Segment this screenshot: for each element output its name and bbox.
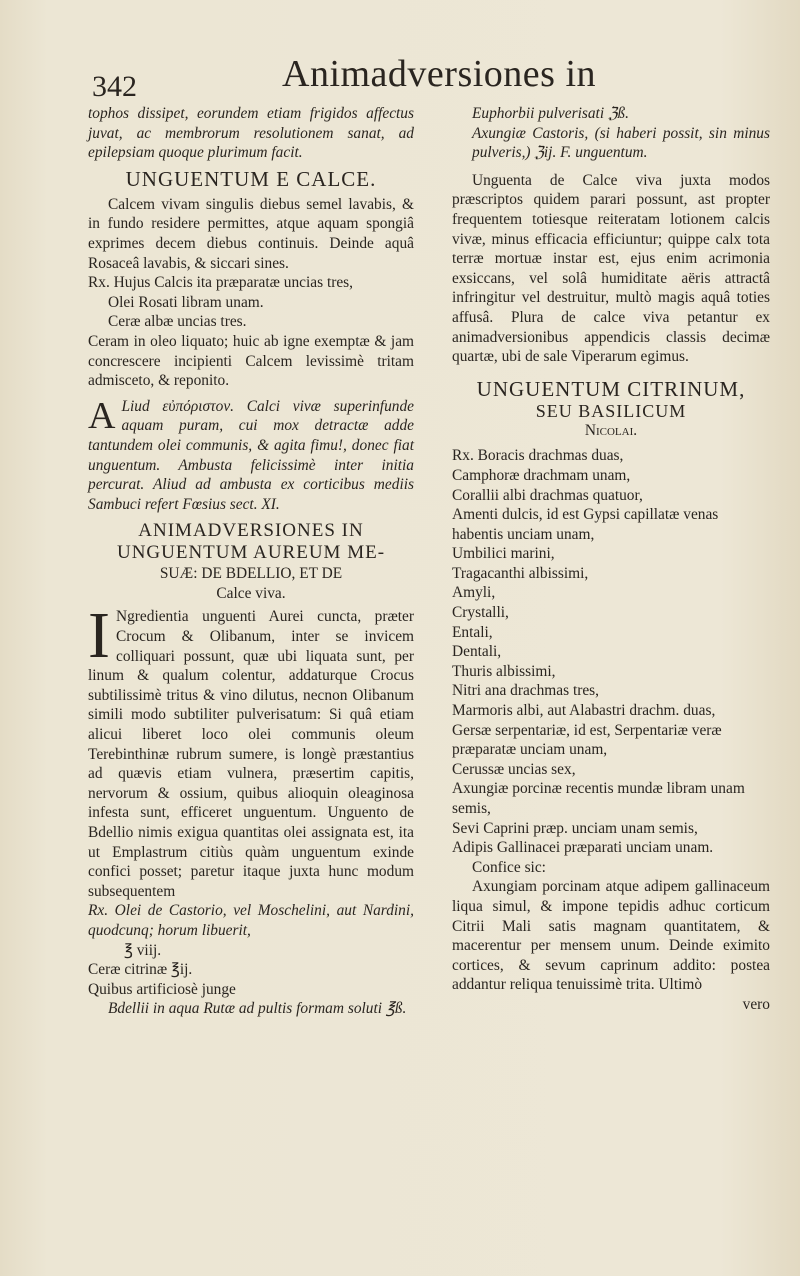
paragraph: Liud εὐπόριστον. Calci vivæ superinfunde aquam puram, cui mox detractæ adde tantundem olei communis, & agita fimu!, donec fiat unguentum. Ambusta felicissimè inter initia percurat. Aliud ad ambusta ex corticibus mediis Sambuci refert Fœsius sect. XI. <box>88 397 414 513</box>
paragraph: Ngredientia unguenti Aurei cuncta, præter Crocum & Olibanum, inter se invicem colliquari possunt, quæ ubi liquata sunt, per linum & qualum colentur, addaturque Crocus subtilissimè tritus & vino dilutus, necnon Olibanum simili modo subtiliter pulverisatum: Si quâ etiam alicui liberet loco olei communis oleum Terebinthinæ rubrum sumere, is longè præstantius ad quævis etiam vulnera, præsertim capitis, nervorum & ossium, quibus alioquin oleaginosa infesta sunt, efficeret unguentum. Unguento de Bdellio nimis exigua quantitas olei assignata est, ita ut Emplastrum citiùs quàm unguentum exinde confici posset; paretur itaque juxta hunc modum subsequentem <box>88 608 414 900</box>
heading-line: Nicolai. <box>584 421 638 439</box>
list-item: Sevi Caprini præp. unciam unam semis, <box>452 819 698 837</box>
drop-cap: A <box>88 394 116 437</box>
list-item: Adipis Gallinacei præparati unciam unam. <box>452 839 714 857</box>
paragraph: Axungiam porcinam atque adipem gallinaceum liqua simul, & impone tepidis adhuc corticum Citrii Mali satis magnam quantitatem, & macerentur per mensem unum. Deinde eximito cortices, & sevum caprinum addito: postea addantur reliqua tenuissimè trita. Ultimò <box>452 878 770 994</box>
paragraph: Ceram in oleo liquato; huic ab igne exemptæ & jam concrescere incipienti Calcem levissimè tritam admisceto, & reponito. <box>88 332 414 390</box>
paragraph: Confice sic: <box>472 858 546 876</box>
list-item: Crystalli, <box>452 604 509 622</box>
intro-paragraph: tophos dissipet, eorundem etiam frigidos affectus juvat, ac membrorum resolutionem sanat, ad epilepsiam quoque plurimum facit. <box>88 105 414 162</box>
heading-line: SUÆ: DE BDELLIO, ET DE <box>159 565 343 583</box>
left-column <box>88 104 414 1019</box>
list-item: Tragacanthi albissimi, <box>452 564 589 582</box>
paragraph: Calcem vivam singulis diebus semel lavabis, & in fundo residere permittes, atque aquam spongiâ exprimes decem diebus continuis. Deinde aquâ Rosaceâ lavabis, & siccari sines. <box>88 195 414 272</box>
recipe-line: Olei Rosati libram unam. <box>108 293 264 311</box>
paragraph: Quibus artificiosè junge <box>88 980 236 998</box>
paragraph: Unguenta de Calce viva juxta modos præscriptos quidem parari possunt, ast propter frequentem totiesque reiteratam lotionem calcis vivæ, minus efficacia efficiuntur; quippe calx tota terræ mortuæ instar est, ejus enim acrimonia exsiccans, vel solâ humiditate aëris attractâ infringitur vel destruitur, multò magis aquâ toties affusâ. Plura de calce viva petantur ex animadversionibus appendicis classis decimæ quartæ, ubi de sale Viperarum egimus. <box>452 171 770 366</box>
heading-unguentum-citrinum: UNGUENTUM CITRINUM, <box>476 376 746 401</box>
page-number: 342 <box>92 70 137 103</box>
recipe-line: Bdellii in aqua Rutæ ad pultis formam soluti ℥ß. <box>108 1000 407 1018</box>
list-item: Umbilici marini, <box>452 545 555 563</box>
list-item: Amyli, <box>452 584 496 602</box>
recipe-line: Rx. Hujus Calcis ita præparatæ uncias tres, <box>88 274 354 292</box>
list-item: Corallii albi drachmas quatuor, <box>452 486 643 504</box>
list-item: Dentali, <box>452 643 502 661</box>
recipe-line: Axungiæ Castoris, (si haberi possit, sin minus pulveris,) ℨij. F. unguentum. <box>472 124 770 162</box>
running-title: Animadversiones in <box>282 53 597 95</box>
heading-unguentum-e-calce: UNGUENTUM E CALCE. <box>125 166 377 191</box>
ingredient-list <box>452 446 770 857</box>
heading-line: UNGUENTUM AUREUM ME- <box>116 542 386 564</box>
heading-line: SEU BASILICUM <box>535 400 687 421</box>
list-item: Camphoræ drachmam unam, <box>452 466 631 484</box>
recipe-line: Ceræ albæ uncias tres. <box>108 313 247 331</box>
list-item: Axungiæ porcinæ recentis mundæ libram unam semis, <box>452 780 745 817</box>
list-item: Entali, <box>452 623 493 641</box>
right-column <box>452 104 770 1015</box>
heading-line: Calce viva. <box>216 584 286 602</box>
list-item: Thuris albissimi, <box>452 662 556 680</box>
list-item: Rx. Boracis drachmas duas, <box>452 447 624 465</box>
recipe-line: Rx. Olei de Castorio, vel Moschelini, aut Nardini, quodcunq; horum libuerit, <box>88 902 414 939</box>
heading-line: ANIMADVERSIONES IN <box>138 520 364 542</box>
list-item: Gersæ serpentariæ, id est, Serpentariæ veræ præparatæ unciam unam, <box>452 721 722 759</box>
recipe-line: Euphorbii pulverisati ℨß. <box>472 105 629 122</box>
list-item: Cerussæ uncias sex, <box>452 760 576 778</box>
list-item: Amenti dulcis, id est Gypsi capillatæ venas habentis unciam unam, <box>452 506 719 543</box>
recipe-line: ℥ viij. <box>124 941 162 959</box>
catchword: vero <box>742 995 770 1013</box>
drop-cap: I <box>88 599 110 673</box>
list-item: Nitri ana drachmas tres, <box>452 682 600 700</box>
recipe-line: Ceræ citrinæ ℥ij. <box>88 961 193 979</box>
list-item: Marmoris albi, aut Alabastri drachm. duas, <box>452 702 716 720</box>
